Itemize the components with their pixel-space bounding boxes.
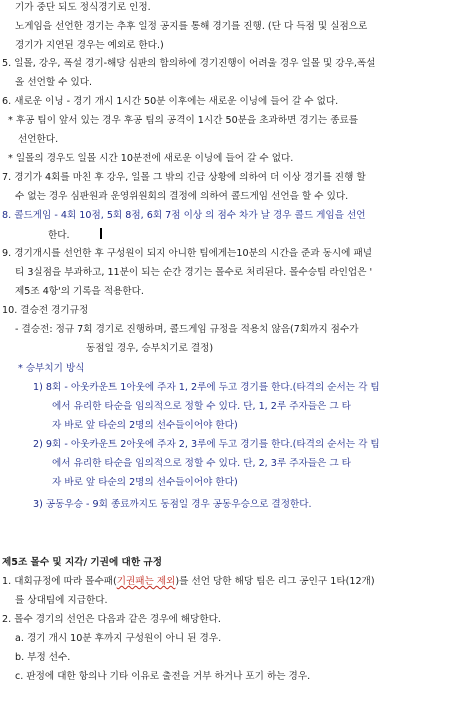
tiebreak-rule-3: 3) 공동우승 - 9회 종료까지도 동점일 경우 공동우승으로 결정한다. <box>33 499 312 510</box>
tiebreak-rule-1-cont: 자 바로 앞 타순의 2명의 선수들이어야 한다) <box>52 420 238 431</box>
text-line: 7. 경기가 4회를 마친 후 강우, 일몰 그 밖의 긴급 상황에 의하여 더 이상 경기를 진행 할 <box>2 172 366 183</box>
text-line: * 일몰의 경우도 일몰 시간 10분전에 새로운 이닝에 들어 갈 수 없다. <box>8 153 294 164</box>
text-line: 5. 일몰, 강우, 폭설 경기-해당 심판의 합의하에 경기진행이 어려울 경우 일몰 및 강우,폭설 <box>2 58 376 69</box>
text-line: 경기가 지연된 경우는 예외로 한다.) <box>15 40 164 51</box>
tiebreak-rule-1: 1) 8회 - 아웃카운트 1아웃에 주자 1, 2루에 두고 경기를 한다.(타격의 순서는 각 팀 <box>33 382 380 393</box>
text-line: 선언한다. <box>18 134 59 145</box>
text-line: 기가 중단 되도 정식경기로 인정. <box>15 2 151 13</box>
forfeit-exception: 기권패는 제외 <box>116 576 176 587</box>
text-line: 올 선언할 수 있다. <box>15 77 93 88</box>
section-heading: 제5조 몰수 및 지각/ 기권에 대한 규정 <box>2 557 162 568</box>
text-line: b. 부정 선수. <box>15 652 71 663</box>
text-line: c. 판정에 대한 항의나 기타 이유로 출전을 거부 하거나 포기 하는 경우. <box>15 671 311 682</box>
tiebreak-rule-2-cont: 자 바로 앞 타순의 2명의 선수들이어야 한다) <box>52 477 238 488</box>
tiebreak-heading: * 승부치기 방식 <box>18 363 85 374</box>
text-line: a. 경기 개시 10분 후까지 구성원이 아니 된 경우. <box>15 633 222 644</box>
text-line: 1. 대회규정에 따라 몰수패(기권패는 제외)를 선언 당한 해당 팀은 리그 공인구 1타(12개) <box>2 576 375 587</box>
text-line: - 결승전: 정규 7회 경기로 진행하며, 콜드게임 규정을 적용치 않음(7회까지 점수가 <box>15 324 359 335</box>
text-line: 수 없는 경우 심판원과 운영위원회의 결정에 의하여 콜드게임 선언을 할 수 있다. <box>15 191 349 202</box>
text-line: * 후공 팀이 앞서 있는 경우 후공 팀의 공격이 1시간 50분을 초과하면 경기는 종료를 <box>8 115 359 126</box>
text-line: 를 상대팀에 지급한다. <box>15 595 108 606</box>
tiebreak-rule-2-cont: 에서 유리한 타순을 임의적으로 정할 수 있다. 단, 2, 3루 주자들은 그 타 <box>52 458 351 469</box>
text-cursor <box>100 228 102 239</box>
tiebreak-rule-2: 2) 9회 - 아웃카운트 2아웃에 주자 2, 3루에 두고 경기를 한다.(타격의 순서는 각 팀 <box>33 439 380 450</box>
cold-game-line: 8. 콜드게임 - 4회 10점, 5회 8점, 6회 7점 이상 의 점수 차가 날 경우 콜드 게임을 선언 <box>2 210 366 221</box>
tiebreak-rule-1-cont: 에서 유리한 타순을 임의적으로 정할 수 있다. 단, 1, 2루 주자들은 그 타 <box>52 401 351 412</box>
text-line: 2. 몰수 경기의 선언은 다음과 같은 경우에 해당한다. <box>2 614 221 625</box>
text-line: 노게임을 선언한 경기는 추후 일정 공지를 통해 경기를 진행. (단 다 득점 및 실점으로 <box>15 21 368 32</box>
text-line: 10. 결승전 경기규정 <box>2 305 89 316</box>
text-line: 한다. <box>48 228 102 243</box>
text-line: 6. 새로운 이닝 - 경기 개시 1시간 50분 이후에는 새로운 이닝에 들어 갈 수 없다. <box>2 96 339 107</box>
text-line: 제5조 4항'의 기록을 적용한다. <box>15 286 144 297</box>
text-line: 티 3실점을 부과하고, 11분이 되는 순간 경기는 몰수로 처리된다. 몰수승팀 라인업은 ' <box>15 267 373 278</box>
text-line: 동점일 경우, 승부치기로 결정) <box>86 343 214 354</box>
text-line: 9. 경기개시를 선언한 후 구성원이 되지 아니한 팀에게는10분의 시간을 준과 동시에 패널 <box>2 248 373 259</box>
